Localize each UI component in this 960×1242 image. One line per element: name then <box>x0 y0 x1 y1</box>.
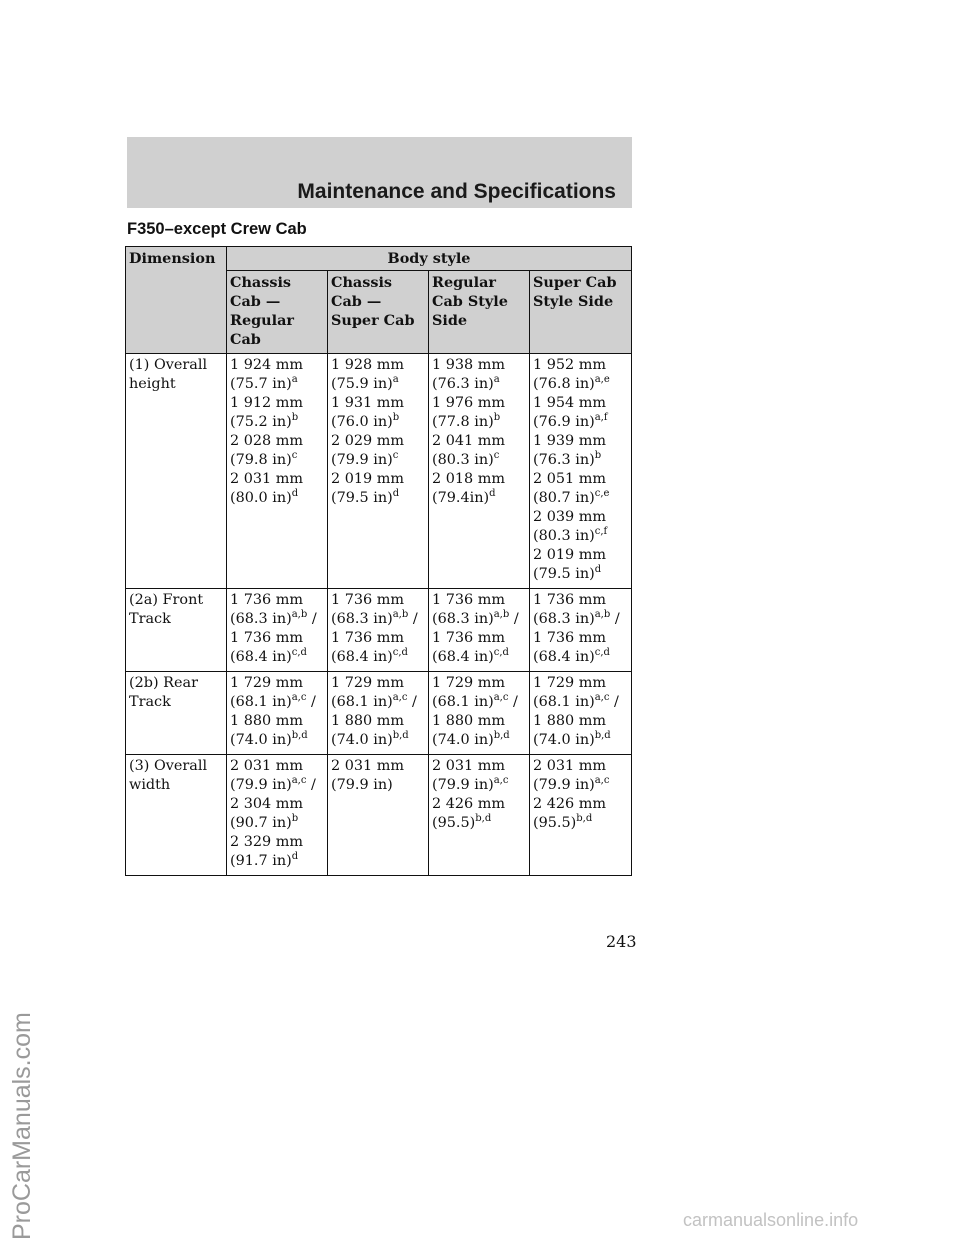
value-text: (80.3 in) <box>533 528 595 544</box>
value-separator: / <box>509 611 519 627</box>
cell-value <box>533 508 628 527</box>
table-cell <box>429 755 530 876</box>
value-text: 1 736 mm <box>331 592 405 608</box>
footnote-marker: d <box>291 488 299 499</box>
cell-value <box>533 693 628 712</box>
cell-value <box>533 648 628 667</box>
cell-value <box>533 413 628 432</box>
cell-value <box>432 451 526 470</box>
value-text: (68.3 in) <box>230 611 292 627</box>
cell-value <box>432 731 526 750</box>
footnote-marker: a,c <box>594 692 610 703</box>
table-cell <box>530 755 632 876</box>
cell-value <box>432 489 526 508</box>
cell-value <box>331 394 425 413</box>
value-text: (79.9 in) <box>331 452 393 468</box>
cell-value <box>432 610 526 629</box>
body-style-header: Body style <box>227 247 632 271</box>
value-text: (79.9 in) <box>432 777 494 793</box>
value-separator: / <box>306 694 316 710</box>
cell-value <box>533 795 628 814</box>
table-cell <box>429 672 530 755</box>
value-text: 2 019 mm <box>533 547 607 563</box>
cell-value <box>533 591 628 610</box>
value-text: (79.4in) <box>432 490 490 506</box>
footnote-marker: a,b <box>291 609 308 620</box>
cell-value <box>331 712 425 731</box>
chapter-title: Maintenance and Specifications <box>297 180 616 203</box>
cell-value <box>533 565 628 584</box>
cell-value <box>533 814 628 833</box>
table-cell <box>530 672 632 755</box>
cell-value <box>230 375 324 394</box>
cell-value <box>331 610 425 629</box>
footnote-marker: c,d <box>594 647 610 658</box>
cell-value <box>230 795 324 814</box>
value-text: 2 426 mm <box>432 796 506 812</box>
footnote-marker: c,e <box>594 488 610 499</box>
value-text: 1 954 mm <box>533 395 607 411</box>
value-text: 2 426 mm <box>533 796 607 812</box>
value-separator: / <box>307 611 317 627</box>
footnote-marker: b <box>392 412 400 423</box>
cell-value <box>432 470 526 489</box>
cell-value <box>331 432 425 451</box>
footnote-marker: d <box>594 564 602 575</box>
value-text: 1 880 mm <box>230 713 304 729</box>
cell-value <box>533 432 628 451</box>
cell-value <box>432 712 526 731</box>
value-text: 2 304 mm <box>230 796 304 812</box>
footnote-marker: b <box>594 450 602 461</box>
cell-value <box>331 451 425 470</box>
value-text: (79.8 in) <box>230 452 292 468</box>
value-text: 2 051 mm <box>533 471 607 487</box>
value-text: (95.5) <box>432 815 476 831</box>
footnote-marker: c,d <box>291 647 307 658</box>
cell-value <box>331 470 425 489</box>
cell-value <box>230 674 324 693</box>
footnote-marker: c,d <box>493 647 509 658</box>
value-text: (68.1 in) <box>432 694 494 710</box>
value-text: 2 031 mm <box>533 758 607 774</box>
footnote-marker: b,d <box>392 730 409 741</box>
footnote-marker: a,f <box>594 412 608 423</box>
value-text: 1 736 mm <box>432 592 506 608</box>
cell-value <box>533 629 628 648</box>
row-label: (2a) Front Track <box>126 589 227 672</box>
cell-value <box>331 356 425 375</box>
cell-value <box>230 852 324 871</box>
footnote-marker: a <box>493 374 500 385</box>
footnote-marker: b <box>291 813 299 824</box>
value-text: (68.1 in) <box>533 694 595 710</box>
row-label: (3) Overall width <box>126 755 227 876</box>
cell-value <box>331 375 425 394</box>
cell-value <box>432 648 526 667</box>
value-text: (74.0 in) <box>331 732 393 748</box>
table-row <box>126 354 632 589</box>
table-cell <box>328 589 429 672</box>
footnote-marker: b,d <box>493 730 510 741</box>
cell-value <box>432 776 526 795</box>
cell-value <box>432 356 526 375</box>
cell-value <box>331 629 425 648</box>
value-text: 1 880 mm <box>331 713 405 729</box>
value-text: 1 924 mm <box>230 357 304 373</box>
footnote-marker: c,d <box>392 647 408 658</box>
value-text: 2 031 mm <box>331 758 405 774</box>
cell-value <box>230 757 324 776</box>
value-text: (68.4 in) <box>432 649 494 665</box>
value-text: (68.3 in) <box>533 611 595 627</box>
value-text: (90.7 in) <box>230 815 292 831</box>
footnote-marker: c <box>392 450 399 461</box>
footnote-marker: a <box>291 374 298 385</box>
value-text: (76.3 in) <box>432 376 494 392</box>
value-text: 1 938 mm <box>432 357 506 373</box>
value-text: (77.8 in) <box>432 414 494 430</box>
value-text: (80.0 in) <box>230 490 292 506</box>
cell-value <box>230 413 324 432</box>
value-text: (79.9 in) <box>533 777 595 793</box>
value-text: 2 018 mm <box>432 471 506 487</box>
value-separator: / <box>610 611 620 627</box>
footnote-marker: a,c <box>594 775 610 786</box>
value-text: (74.0 in) <box>533 732 595 748</box>
footnote-marker: a,e <box>594 374 610 385</box>
value-text: (79.9 in) <box>230 777 292 793</box>
value-separator: / <box>609 694 619 710</box>
table-cell <box>328 755 429 876</box>
cell-value <box>331 489 425 508</box>
value-text: (68.4 in) <box>533 649 595 665</box>
cell-value <box>230 712 324 731</box>
footnote-marker: b,d <box>475 813 492 824</box>
footnote-marker: b,d <box>291 730 308 741</box>
cell-value <box>230 451 324 470</box>
value-text: (68.4 in) <box>331 649 393 665</box>
value-text: 1 729 mm <box>331 675 405 691</box>
footnote-marker: a,b <box>493 609 510 620</box>
value-text: 1 928 mm <box>331 357 405 373</box>
value-text: (80.7 in) <box>533 490 595 506</box>
table-row <box>126 589 632 672</box>
cell-value <box>533 489 628 508</box>
cell-value <box>432 413 526 432</box>
value-text: 1 736 mm <box>331 630 405 646</box>
cell-value <box>432 432 526 451</box>
cell-value <box>230 610 324 629</box>
footer-logo: carmanualsonline.info <box>683 1210 859 1230</box>
cell-value <box>230 731 324 750</box>
cell-value <box>331 413 425 432</box>
value-text: (76.9 in) <box>533 414 595 430</box>
cell-value <box>331 757 425 776</box>
footnote-marker: c <box>291 450 298 461</box>
value-text: (76.0 in) <box>331 414 393 430</box>
cell-value <box>533 674 628 693</box>
cell-value <box>533 375 628 394</box>
footnote-marker: b,d <box>576 813 593 824</box>
cell-value <box>331 693 425 712</box>
footnote-marker: c <box>493 450 500 461</box>
value-text: (75.7 in) <box>230 376 292 392</box>
value-text: 1 880 mm <box>432 713 506 729</box>
footnote-marker: b <box>493 412 501 423</box>
footnote-marker: d <box>392 488 400 499</box>
cell-value <box>533 712 628 731</box>
cell-value <box>331 674 425 693</box>
value-text: 2 039 mm <box>533 509 607 525</box>
cell-value <box>533 470 628 489</box>
cell-value <box>230 432 324 451</box>
column-header: Super Cab Style Side <box>530 271 632 354</box>
value-text: 1 736 mm <box>230 630 304 646</box>
cell-value <box>230 394 324 413</box>
value-separator: / <box>306 777 316 793</box>
cell-value <box>533 527 628 546</box>
column-header: Chassis Cab — Regular Cab <box>227 271 328 354</box>
table-cell <box>328 354 429 589</box>
cell-value <box>432 629 526 648</box>
value-text: (75.9 in) <box>331 376 393 392</box>
cell-value <box>230 693 324 712</box>
watermark: ProCarManuals.com <box>8 1012 36 1240</box>
value-text: 2 329 mm <box>230 834 304 850</box>
cell-value <box>230 833 324 852</box>
cell-value <box>432 814 526 833</box>
value-text: (68.4 in) <box>230 649 292 665</box>
value-separator: / <box>408 611 418 627</box>
cell-value <box>533 731 628 750</box>
spec-table <box>125 246 632 876</box>
value-text: 1 952 mm <box>533 357 607 373</box>
value-text: (80.3 in) <box>432 452 494 468</box>
footnote-marker: a,b <box>392 609 409 620</box>
value-text: 2 041 mm <box>432 433 506 449</box>
value-text: 1 736 mm <box>533 592 607 608</box>
value-text: 1 912 mm <box>230 395 304 411</box>
table-cell <box>227 755 328 876</box>
value-text: (79.9 in) <box>331 777 393 793</box>
header-row-top <box>126 247 632 271</box>
cell-value <box>432 795 526 814</box>
page-number: 243 <box>606 932 637 951</box>
table-header <box>126 247 632 354</box>
footnote-marker: a,c <box>291 692 307 703</box>
value-text: 1 976 mm <box>432 395 506 411</box>
cell-value <box>230 489 324 508</box>
value-text: 2 028 mm <box>230 433 304 449</box>
table-cell <box>227 589 328 672</box>
value-text: (74.0 in) <box>230 732 292 748</box>
cell-value <box>230 776 324 795</box>
footnote-marker: b <box>291 412 299 423</box>
cell-value <box>331 648 425 667</box>
row-label: (2b) Rear Track <box>126 672 227 755</box>
value-text: (76.3 in) <box>533 452 595 468</box>
cell-value <box>230 470 324 489</box>
footnote-marker: a,c <box>291 775 307 786</box>
value-text: (75.2 in) <box>230 414 292 430</box>
cell-value <box>331 731 425 750</box>
table-cell <box>328 672 429 755</box>
section-title: F350–except Crew Cab <box>127 220 307 238</box>
cell-value <box>533 356 628 375</box>
table-cell <box>530 354 632 589</box>
cell-value <box>230 814 324 833</box>
value-text: 2 019 mm <box>331 471 405 487</box>
value-text: (95.5) <box>533 815 577 831</box>
table-cell <box>227 672 328 755</box>
table-cell <box>227 354 328 589</box>
value-separator: / <box>508 694 518 710</box>
footnote-marker: d <box>489 488 496 499</box>
footnote-marker: a <box>392 374 399 385</box>
cell-value <box>533 451 628 470</box>
footnote-marker: a,c <box>493 775 509 786</box>
cell-value <box>331 591 425 610</box>
cell-value <box>533 394 628 413</box>
value-text: 1 736 mm <box>533 630 607 646</box>
value-text: (68.3 in) <box>331 611 393 627</box>
table-row <box>126 672 632 755</box>
cell-value <box>432 591 526 610</box>
value-text: (79.5 in) <box>533 566 595 582</box>
value-separator: / <box>407 694 417 710</box>
value-text: 1 736 mm <box>230 592 304 608</box>
footnote-marker: a,c <box>493 692 509 703</box>
table-row <box>126 755 632 876</box>
footnote-marker: b,d <box>594 730 611 741</box>
footnote-marker: a,c <box>392 692 408 703</box>
column-header: Regular Cab Style Side <box>429 271 530 354</box>
value-text: (68.1 in) <box>331 694 393 710</box>
cell-value <box>230 356 324 375</box>
cell-value <box>331 776 425 795</box>
value-text: 1 880 mm <box>533 713 607 729</box>
cell-value <box>230 629 324 648</box>
value-text: (76.8 in) <box>533 376 595 392</box>
table-cell <box>429 589 530 672</box>
value-text: 2 031 mm <box>230 758 304 774</box>
value-text: 2 029 mm <box>331 433 405 449</box>
value-text: (68.3 in) <box>432 611 494 627</box>
cell-value <box>230 591 324 610</box>
cell-value <box>230 648 324 667</box>
cell-value <box>432 394 526 413</box>
header-band <box>127 137 632 208</box>
value-text: (79.5 in) <box>331 490 393 506</box>
value-text: (91.7 in) <box>230 853 292 869</box>
cell-value <box>533 546 628 565</box>
cell-value <box>432 674 526 693</box>
cell-value <box>533 610 628 629</box>
cell-value <box>432 375 526 394</box>
table-body <box>126 354 632 876</box>
value-text: 1 736 mm <box>432 630 506 646</box>
value-text: 1 939 mm <box>533 433 607 449</box>
table-cell <box>530 589 632 672</box>
cell-value <box>533 776 628 795</box>
value-text: (68.1 in) <box>230 694 292 710</box>
value-text: (74.0 in) <box>432 732 494 748</box>
value-text: 2 031 mm <box>230 471 304 487</box>
value-text: 2 031 mm <box>432 758 506 774</box>
value-text: 1 931 mm <box>331 395 405 411</box>
cell-value <box>432 757 526 776</box>
value-text: 1 729 mm <box>432 675 506 691</box>
footnote-marker: a,b <box>594 609 611 620</box>
cell-value <box>533 757 628 776</box>
value-text: 1 729 mm <box>230 675 304 691</box>
dimension-header: Dimension <box>126 247 227 354</box>
value-text: 1 729 mm <box>533 675 607 691</box>
row-label: (1) Overall height <box>126 354 227 589</box>
footnote-marker: d <box>291 851 299 862</box>
table-cell <box>429 354 530 589</box>
footnote-marker: c,f <box>594 526 608 537</box>
column-header: Chassis Cab — Super Cab <box>328 271 429 354</box>
cell-value <box>432 693 526 712</box>
